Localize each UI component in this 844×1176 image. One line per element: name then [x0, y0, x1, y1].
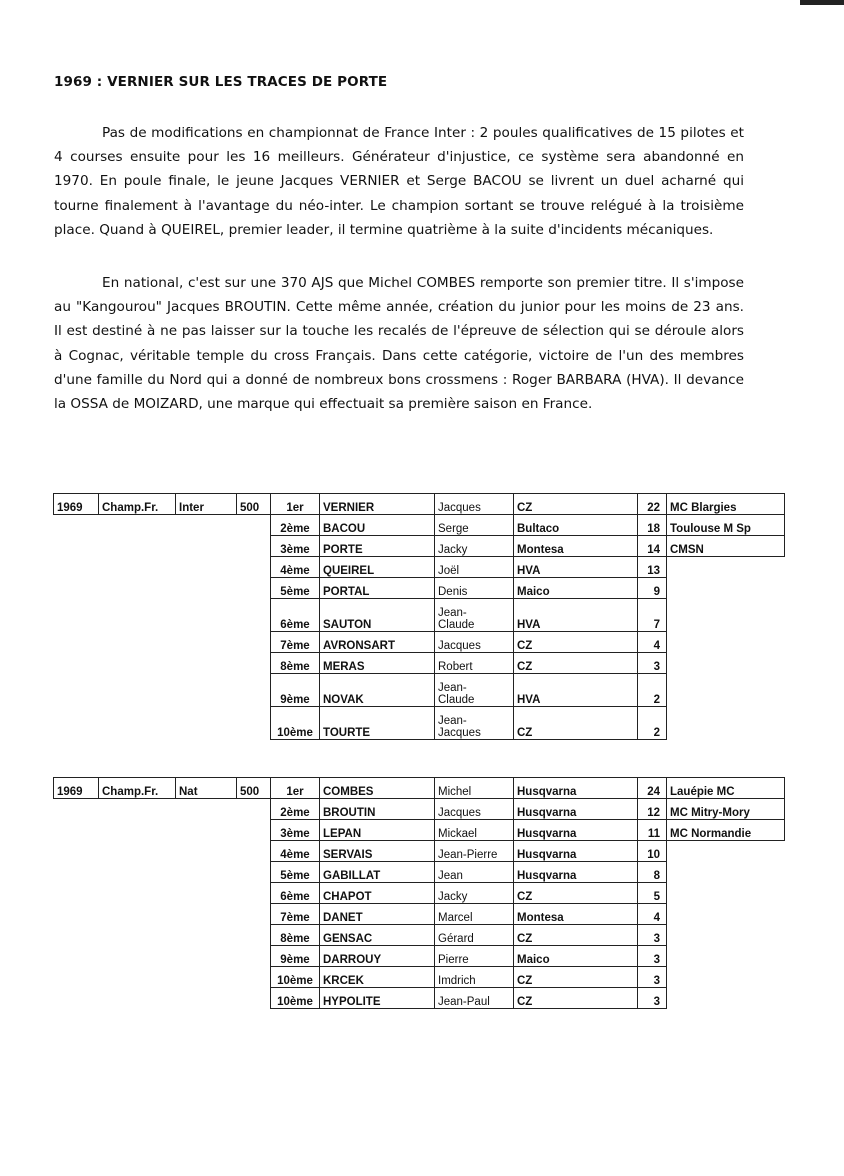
- cc-cell: [237, 515, 271, 536]
- points-cell: 3: [638, 925, 667, 946]
- year-cell: 1969: [54, 494, 99, 515]
- results-table-national: [53, 777, 785, 1009]
- motorcycle-cell: CZ: [514, 925, 638, 946]
- event-cell: [99, 707, 176, 740]
- event-cell: [99, 578, 176, 599]
- club-cell: [667, 557, 785, 578]
- category-cell: [176, 988, 237, 1009]
- position-cell: 6ème: [271, 883, 320, 904]
- corner-mark: [800, 0, 844, 5]
- category-cell: Nat: [176, 778, 237, 799]
- motorcycle-cell: Montesa: [514, 536, 638, 557]
- position-cell: 7ème: [271, 632, 320, 653]
- event-cell: [99, 841, 176, 862]
- category-cell: [176, 674, 237, 707]
- event-cell: [99, 515, 176, 536]
- page-title: 1969 : VERNIER SUR LES TRACES DE PORTE: [54, 74, 388, 90]
- year-cell: [54, 653, 99, 674]
- cc-cell: [237, 578, 271, 599]
- cc-cell: [237, 557, 271, 578]
- points-cell: 4: [638, 632, 667, 653]
- points-cell: 10: [638, 841, 667, 862]
- club-cell: [667, 707, 785, 740]
- cc-cell: [237, 946, 271, 967]
- category-cell: [176, 578, 237, 599]
- table-row: [54, 707, 785, 740]
- position-cell: 7ème: [271, 904, 320, 925]
- position-cell: 5ème: [271, 578, 320, 599]
- cc-cell: [237, 904, 271, 925]
- points-cell: 11: [638, 820, 667, 841]
- category-cell: [176, 841, 237, 862]
- motorcycle-cell: HVA: [514, 557, 638, 578]
- rider-name-cell: BROUTIN: [320, 799, 435, 820]
- club-cell: [667, 988, 785, 1009]
- year-cell: [54, 841, 99, 862]
- position-cell: 9ème: [271, 674, 320, 707]
- rider-name-cell: QUEIREL: [320, 557, 435, 578]
- rider-name-cell: GENSAC: [320, 925, 435, 946]
- motorcycle-cell: Maico: [514, 946, 638, 967]
- motorcycle-cell: CZ: [514, 707, 638, 740]
- cc-cell: [237, 632, 271, 653]
- year-cell: [54, 925, 99, 946]
- motorcycle-cell: HVA: [514, 599, 638, 632]
- event-cell: [99, 557, 176, 578]
- cc-cell: [237, 925, 271, 946]
- year-cell: [54, 862, 99, 883]
- event-cell: [99, 536, 176, 557]
- cc-cell: [237, 841, 271, 862]
- table-row: [54, 883, 785, 904]
- points-cell: 12: [638, 799, 667, 820]
- first-name-cell: Jacky: [435, 883, 514, 904]
- club-cell: [667, 967, 785, 988]
- motorcycle-cell: Montesa: [514, 904, 638, 925]
- category-cell: [176, 820, 237, 841]
- club-cell: Lauépie MC: [667, 778, 785, 799]
- event-cell: [99, 599, 176, 632]
- club-cell: Toulouse M Sp: [667, 515, 785, 536]
- table-row: [54, 967, 785, 988]
- motorcycle-cell: Bultaco: [514, 515, 638, 536]
- motorcycle-cell: Maico: [514, 578, 638, 599]
- table-row: [54, 841, 785, 862]
- club-cell: [667, 653, 785, 674]
- event-cell: [99, 674, 176, 707]
- position-cell: 1er: [271, 778, 320, 799]
- first-name-cell: Robert: [435, 653, 514, 674]
- year-cell: [54, 946, 99, 967]
- position-cell: 6ème: [271, 599, 320, 632]
- category-cell: [176, 799, 237, 820]
- motorcycle-cell: Husqvarna: [514, 778, 638, 799]
- club-cell: [667, 578, 785, 599]
- motorcycle-cell: Husqvarna: [514, 841, 638, 862]
- event-cell: [99, 653, 176, 674]
- first-name-cell: Pierre: [435, 946, 514, 967]
- rider-name-cell: KRCEK: [320, 967, 435, 988]
- table-row: [54, 599, 785, 632]
- rider-name-cell: DANET: [320, 904, 435, 925]
- category-cell: [176, 557, 237, 578]
- first-name-cell: Serge: [435, 515, 514, 536]
- table-row: [54, 578, 785, 599]
- club-cell: [667, 674, 785, 707]
- motorcycle-cell: CZ: [514, 632, 638, 653]
- year-cell: [54, 557, 99, 578]
- motorcycle-cell: Husqvarna: [514, 862, 638, 883]
- motorcycle-cell: CZ: [514, 883, 638, 904]
- rider-name-cell: LEPAN: [320, 820, 435, 841]
- cc-cell: [237, 988, 271, 1009]
- first-name-cell: Jacques: [435, 632, 514, 653]
- category-cell: [176, 707, 237, 740]
- position-cell: 10ème: [271, 707, 320, 740]
- position-cell: 9ème: [271, 946, 320, 967]
- cc-cell: [237, 674, 271, 707]
- table-row: [54, 799, 785, 820]
- event-cell: [99, 988, 176, 1009]
- category-cell: Inter: [176, 494, 237, 515]
- position-cell: 10ème: [271, 967, 320, 988]
- rider-name-cell: PORTE: [320, 536, 435, 557]
- event-cell: [99, 967, 176, 988]
- category-cell: [176, 904, 237, 925]
- table-row: [54, 904, 785, 925]
- table-row: [54, 653, 785, 674]
- paragraph-national: En national, c'est sur une 370 AJS que Michel COMBES remporte son premier titre. Il s'impose au "Kangourou" Jacques BROUTIN. Cette même année, création du junior pour les moins de 23 ans. Il est destiné à ne pas laisser sur la touche les recalés de l'épreuve de sélection qui se déroule alors à Cognac, véritable temple du cross Français. Dans cette catégorie, victoire de l'un des membres d'une famille du Nord qui a donné de nombreux bons crossmens : Roger BARBARA (HVA). Il devance la OSSA de MOIZARD, une marque qui effectuait sa première saison en France.: [54, 275, 744, 413]
- club-cell: [667, 925, 785, 946]
- points-cell: 3: [638, 967, 667, 988]
- cc-cell: [237, 883, 271, 904]
- category-cell: [176, 536, 237, 557]
- first-name-cell: Jacques: [435, 799, 514, 820]
- points-cell: 18: [638, 515, 667, 536]
- first-name-cell: Jean-Paul: [435, 988, 514, 1009]
- table-row: [54, 674, 785, 707]
- rider-name-cell: AVRONSART: [320, 632, 435, 653]
- event-cell: Champ.Fr.: [99, 494, 176, 515]
- position-cell: 10ème: [271, 988, 320, 1009]
- rider-name-cell: MERAS: [320, 653, 435, 674]
- points-cell: 4: [638, 904, 667, 925]
- points-cell: 3: [638, 946, 667, 967]
- first-name-cell: Marcel: [435, 904, 514, 925]
- year-cell: 1969: [54, 778, 99, 799]
- first-name-cell: Jean- Claude: [435, 674, 514, 707]
- event-cell: [99, 904, 176, 925]
- club-cell: [667, 904, 785, 925]
- rider-name-cell: GABILLAT: [320, 862, 435, 883]
- event-cell: [99, 925, 176, 946]
- year-cell: [54, 515, 99, 536]
- category-cell: [176, 946, 237, 967]
- year-cell: [54, 632, 99, 653]
- event-cell: [99, 946, 176, 967]
- category-cell: [176, 653, 237, 674]
- event-cell: [99, 632, 176, 653]
- points-cell: 2: [638, 707, 667, 740]
- category-cell: [176, 599, 237, 632]
- club-cell: [667, 946, 785, 967]
- motorcycle-cell: CZ: [514, 653, 638, 674]
- club-cell: MC Normandie: [667, 820, 785, 841]
- first-name-cell: Jacques: [435, 494, 514, 515]
- first-name-cell: Gérard: [435, 925, 514, 946]
- results-table-inter: [53, 493, 785, 740]
- club-cell: [667, 841, 785, 862]
- table-row: [54, 515, 785, 536]
- position-cell: 4ème: [271, 557, 320, 578]
- points-cell: 8: [638, 862, 667, 883]
- rider-name-cell: VERNIER: [320, 494, 435, 515]
- motorcycle-cell: Husqvarna: [514, 820, 638, 841]
- first-name-cell: Jean: [435, 862, 514, 883]
- position-cell: 1er: [271, 494, 320, 515]
- points-cell: 22: [638, 494, 667, 515]
- year-cell: [54, 820, 99, 841]
- rider-name-cell: COMBES: [320, 778, 435, 799]
- club-cell: MC Blargies: [667, 494, 785, 515]
- event-cell: [99, 820, 176, 841]
- year-cell: [54, 799, 99, 820]
- first-name-cell: Jean- Claude: [435, 599, 514, 632]
- rider-name-cell: SERVAIS: [320, 841, 435, 862]
- cc-cell: [237, 707, 271, 740]
- cc-cell: [237, 799, 271, 820]
- first-name-cell: Jean-Pierre: [435, 841, 514, 862]
- points-cell: 5: [638, 883, 667, 904]
- year-cell: [54, 967, 99, 988]
- year-cell: [54, 578, 99, 599]
- table-row: [54, 988, 785, 1009]
- position-cell: 8ème: [271, 925, 320, 946]
- points-cell: 7: [638, 599, 667, 632]
- table-row: [54, 536, 785, 557]
- table-row: [54, 778, 785, 799]
- first-name-cell: Denis: [435, 578, 514, 599]
- first-name-cell: Michel: [435, 778, 514, 799]
- category-cell: [176, 632, 237, 653]
- club-cell: [667, 632, 785, 653]
- motorcycle-cell: Husqvarna: [514, 799, 638, 820]
- cc-cell: [237, 862, 271, 883]
- club-cell: [667, 599, 785, 632]
- category-cell: [176, 515, 237, 536]
- rider-name-cell: PORTAL: [320, 578, 435, 599]
- motorcycle-cell: CZ: [514, 494, 638, 515]
- year-cell: [54, 988, 99, 1009]
- points-cell: 24: [638, 778, 667, 799]
- year-cell: [54, 536, 99, 557]
- table-row: [54, 557, 785, 578]
- category-cell: [176, 862, 237, 883]
- first-name-cell: Mickael: [435, 820, 514, 841]
- points-cell: 2: [638, 674, 667, 707]
- rider-name-cell: HYPOLITE: [320, 988, 435, 1009]
- rider-name-cell: CHAPOT: [320, 883, 435, 904]
- rider-name-cell: BACOU: [320, 515, 435, 536]
- points-cell: 3: [638, 653, 667, 674]
- first-name-cell: Jean- Jacques: [435, 707, 514, 740]
- category-cell: [176, 925, 237, 946]
- table-row: [54, 494, 785, 515]
- category-cell: [176, 883, 237, 904]
- table-row: [54, 946, 785, 967]
- points-cell: 14: [638, 536, 667, 557]
- event-cell: Champ.Fr.: [99, 778, 176, 799]
- points-cell: 13: [638, 557, 667, 578]
- rider-name-cell: NOVAK: [320, 674, 435, 707]
- club-cell: CMSN: [667, 536, 785, 557]
- rider-name-cell: TOURTE: [320, 707, 435, 740]
- position-cell: 8ème: [271, 653, 320, 674]
- club-cell: MC Mitry-Mory: [667, 799, 785, 820]
- cc-cell: 500: [237, 494, 271, 515]
- cc-cell: 500: [237, 778, 271, 799]
- event-cell: [99, 799, 176, 820]
- position-cell: 5ème: [271, 862, 320, 883]
- cc-cell: [237, 599, 271, 632]
- table-row: [54, 925, 785, 946]
- position-cell: 3ème: [271, 536, 320, 557]
- cc-cell: [237, 820, 271, 841]
- rider-name-cell: DARROUY: [320, 946, 435, 967]
- cc-cell: [237, 653, 271, 674]
- position-cell: 2ème: [271, 515, 320, 536]
- table-row: [54, 820, 785, 841]
- rider-name-cell: SAUTON: [320, 599, 435, 632]
- motorcycle-cell: HVA: [514, 674, 638, 707]
- table-row: [54, 862, 785, 883]
- year-cell: [54, 707, 99, 740]
- club-cell: [667, 862, 785, 883]
- first-name-cell: Imdrich: [435, 967, 514, 988]
- cc-cell: [237, 536, 271, 557]
- position-cell: 3ème: [271, 820, 320, 841]
- year-cell: [54, 674, 99, 707]
- motorcycle-cell: CZ: [514, 988, 638, 1009]
- cc-cell: [237, 967, 271, 988]
- year-cell: [54, 904, 99, 925]
- position-cell: 4ème: [271, 841, 320, 862]
- first-name-cell: Joël: [435, 557, 514, 578]
- year-cell: [54, 883, 99, 904]
- points-cell: 9: [638, 578, 667, 599]
- points-cell: 3: [638, 988, 667, 1009]
- table-row: [54, 632, 785, 653]
- motorcycle-cell: CZ: [514, 967, 638, 988]
- paragraph-inter: Pas de modifications en championnat de France Inter : 2 poules qualificatives de 15 pilotes et 4 courses ensuite pour les 16 meilleurs. Générateur d'injustice, ce système sera abandonné en 1970. En poule finale, le jeune Jacques VERNIER et Serge BACOU se livrent un duel acharné qui tourne finalement à l'avantage du néo-inter. Le champion sortant se trouve relégué à la troisième place. Quand à QUEIREL, premier leader, il termine quatrième à la suite d'incidents mécaniques.: [54, 125, 744, 238]
- first-name-cell: Jacky: [435, 536, 514, 557]
- club-cell: [667, 883, 785, 904]
- category-cell: [176, 967, 237, 988]
- event-cell: [99, 862, 176, 883]
- year-cell: [54, 599, 99, 632]
- position-cell: 2ème: [271, 799, 320, 820]
- event-cell: [99, 883, 176, 904]
